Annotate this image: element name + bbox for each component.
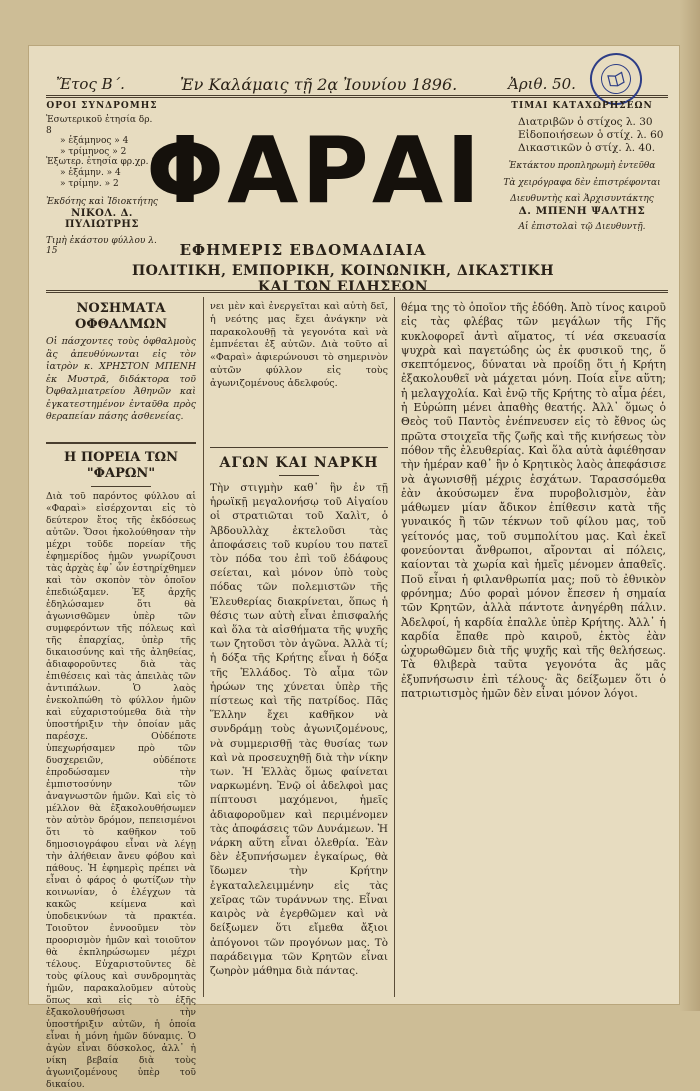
year-label: Ἔτος Β΄. [56, 75, 125, 93]
headline-rule [279, 475, 319, 476]
place-date: Ἐν Καλάμαις τῇ 2ᾳ Ἰουνίου 1896. [180, 75, 458, 94]
article-headline: ΑΓΩΝ ΚΑΙ ΝΑΡΚΗ [219, 455, 379, 471]
publisher-name: ΝΙΚΟΛ. Δ. ΠΥΛΙΩΤΡΗΣ [65, 207, 139, 230]
subscription-row: Ἐσωτερικοῦ ἐτησία δρ. 8 [46, 115, 153, 136]
article-headline: Η ΠΟΡΕΙΑ ΤΩΝ "ΦΑΡΩΝ" [64, 450, 178, 481]
article-text: θέμα της τὸ ὁποῖον τῆς ἐδόθη. Ἀπὸ τίνος καιροῦ εἰς τὰς φλέβας τῶν μεγάλων τῆς Γῆς κυκλοφορεῖ ἀντὶ αἵματος, τί νέα σκευασία ψυχρὰ καὶ παγετώδης ὡς ἐκ φυσικοῦ της, ὅ σκεπτόμενος, δύναται νὰ προίδῃ ὅτι ἡ Κρήτη ἐξακολουθεῖ νὰ μάχεται μόνη. Ποία εἶνε αὕτη; ἡ μελαγχολία. Καὶ ἐνῷ τῆς Κρήτης τὸ αἷμα ῥέει, ἡ Εὐρώπη μένει ἀπαθὴς θεατής. Ἀλλ᾽ ὅμως ὁ Θεὸς τοῦ Παντὸς ἐνέπνευσεν εἰς τὸ ἔθνος ὡς πρῶτα στοιχεῖα τῆς ζωῆς καὶ τῆς κινήσεως τὸν πόθον τῆς ἐλευθερίας. Καὶ ὅλα αὐτὰ ἀφιέθησαν τὴν ἡμέραν καθ᾽ ἣν ὁ Κρητικὸς λαὸς ἀπεφάσισε νὰ ἀγωνισθῇ μέχρις ἐσχάτων. Ταρασσόμεθα ἐὰν ἀκούσωμεν ἕνα πυροβολισμὸν, ἐὰν μάθωμεν μίαν ἄδικον ἐπίθεσιν κατὰ τῆς γυναικός ἢ τῶν τέκνων τοῦ φίλου μας, τοῦ γείτονός μας, τοῦ συμπολίτου μας. Καὶ ἐκεῖ φονεύονται ἄνθρωποι, αἴρονται αἱ πόλεις, καίονται τὰ χωρία καὶ ἡμεῖς μένομεν ἀπαθεῖς. Ποῦ εἶναι ἡ φιλανθρωπία μας; ποῦ τὸ ἐθνικὸν φρόνημα; Δύο φοραὶ μόνον ἔπεσεν ἡ σημαία τῶν Κρητῶν, ἀλλὰ πάντοτε ἀνηγέρθη πάλιν. Ἀδελφοί, ἡ καρδία ἐπαλλε ὑπὲρ Κρήτης. Ἀλλ᾽ ἡ καρδία ἔπαθε πρὸ καιροῦ, ἐκτὸς ἐὰν ὠχυρωθῶμεν διὰ τῆς ψυχῆς καὶ τῆς θελήσεως. Τὰ θλιβερὰ ταῦτα γεγονότα ἂς μᾶς ἐξυπνήσωσιν ἐπὶ τέλους· ἂς δείξωμεν ὅτι ὁ πατριωτισμὸς ἡμῶν δὲν εἶναι μόνον λόγοι. [401, 301, 666, 701]
ads-row: Δικαστικῶν ὁ στίχ. λ. 40. [518, 142, 656, 154]
masthead-subtitle: ΕΦΗΜΕΡΙΣ ΕΒΔΟΜΑΔΙΑΙΑ [179, 241, 427, 259]
masthead-title: ΦΑΡΑΙ [146, 117, 484, 224]
letters-note: Αἱ ἐπιστολαὶ τῷ Διευθυντῇ. [518, 221, 646, 232]
ads-row: Εἰδοποιήσεων ὁ στίχ. λ. 60 [518, 129, 664, 141]
headline-rule [91, 486, 151, 487]
column-2 [210, 301, 388, 986]
director-label: Διευθυντὴς καὶ Ἀρχισυντάκτης [510, 194, 654, 205]
newspaper-page [28, 45, 680, 1090]
publisher-label: Ἐκδότης καὶ Ἰδιοκτήτης [46, 197, 158, 208]
article-text: Διὰ τοῦ παρόντος φύλλου αἱ «Φαραὶ» εἰσέρχονται εἰς τὸ δεύτερον ἔτος τῆς ἐκδόσεως αὐτῶν. Ὅσοι ἠκολούθησαν τὴν μέχρι τοῦδε πορείαν τῆς ἐφημερίδος ἡμῶν γνωρίζουσι τὰς ἀρχὰς ἐφ᾽ ὧν ἐστηρίχθημεν καὶ τὸν σκοπὸν τὸν ὁποῖον ἐπεδιώξαμεν. Ἐξ ἀρχῆς ἐδηλώσαμεν ὅτι θὰ ἀγωνισθῶμεν ὑπὲρ τῶν συμφερόντων τῆς πόλεως καὶ τῆς ἐπαρχίας, ὑπὲρ τῆς δικαιοσύνης καὶ τῆς ἀληθείας, ἀδιαφοροῦντες διὰ τὰς ἐπιθέσεις καὶ τὰς ἀπειλὰς τῶν ἀντιπάλων. Ὁ λαὸς ἐνεκολπώθη τὸ φύλλον ἡμῶν καὶ εὐχαριστούμεθα διὰ τὴν ὑποστήριξιν τὴν ὁποίαν μᾶς παρέσχε. Οὐδέποτε ὑπεχωρήσαμεν πρὸ τῶν δυσχερειῶν, οὐδέποτε ἐπροδώσαμεν τὴν ἐμπιστοσύνην τῶν ἀναγνωστῶν ἡμῶν. Καὶ εἰς τὸ μέλλον θὰ ἐξακολουθήσωμεν τὸν αὐτὸν δρόμον, πεπεισμένοι ὅτι τὸ καθῆκον τοῦ δημοσιογράφου εἶναι νὰ λέγῃ τὴν ἀλήθειαν ἄνευ φόβου καὶ πάθους. Ἡ ἐφημερὶς πρέπει νὰ εἶναι ὁ φάρος ὁ φωτίζων τὴν κοινωνίαν, ὁ ἐλέγχων τὰ κακῶς κείμενα καὶ ὑποδεικνύων τὰ πρακτέα. Τοιοῦτον ἐννοοῦμεν τὸν προορισμὸν ἡμῶν καὶ τοιοῦτον θὰ ἐκπληρώσωμεν μέχρι τέλους. Εὐχαριστοῦντες δὲ τοὺς φίλους καὶ συνδρομητὰς ἡμῶν, παρακαλοῦμεν αὐτοὺς ὅπως καὶ εἰς τὸ ἑξῆς ἐξακολουθήσωσι τὴν ὑποστήριξιν αὐτῶν, ἡ ὁποία εἶναι ἡ μόνη ἡμῶν δύναμις. Ὁ ἀγὼν εἶναι δύσκολος, ἀλλ᾽ ἡ νίκη βεβαία διὰ τοὺς ἀγωνιζομένους ὑπὲρ τοῦ δικαίου. [46, 491, 196, 1090]
ads-title: ΤΙΜΑΙ ΚΑΤΑΧΩΡΗΣΕΩΝ [511, 101, 653, 111]
intro-text: νει μὲν καὶ ἐνεργεῖται καὶ αὐτὴ δεῖ, ἡ νεότης μας ἔχει ἀνάγκην νὰ παρακολουθῇ τὰ γεγονότα καὶ νὰ ἐμπνέεται ἐξ αὐτῶν. Διὰ τοῦτο αἱ «Φαραὶ» ἀφιερώνουσι τὸ σημερινὸν αὐτῶν φύλλον εἰς τοὺς ἀγωνιζομένους ἀδελφούς. [210, 301, 388, 389]
director-name: Δ. ΜΠΕΝΗ ΨΑΛΤΗΣ [518, 204, 646, 217]
subscription-title: ΟΡΟΙ ΣΥΝΔΡΟΜΗΣ [46, 101, 158, 111]
ads-note: Ἐκτάκτου προπληρωμὴ ἐντεῦθα [508, 161, 656, 171]
ad-text: Οἱ πάσχοντες τοὺς ὀφθαλμοὺς ἂς ἀπευθύνωνται εἰς τὸν ἰατρὸν κ. ΧΡΗΣΤΟΝ ΜΠΕΝΗ ἐκ Μυστρᾶ, διδάκτορα τοῦ Ὀφθαλμιατρείου Ἀθηνῶν καὶ ἐγκατεστημένον ἐνταῦθα πρὸς θεραπείαν πάσης ἀσθενείας. [46, 336, 196, 422]
subscription-box [46, 101, 158, 257]
issue-price: Τιμὴ ἑκάστου φύλλου λ. 15 [46, 235, 157, 257]
header-rule [46, 95, 668, 98]
masthead-tagline: ΠΟΛΙΤΙΚΗ, ΕΜΠΟΡΙΚΗ, ΚΟΙΝΩΝΙΚΗ, ΔΙΚΑΣΤΙΚΗ ΚΑΙ ΤΩΝ ΕΙΔΗΣΕΩΝ [131, 263, 555, 295]
section-rule [46, 442, 196, 444]
subscription-row: » τρίμην. » 2 [60, 178, 119, 189]
subscription-row: » ἑξάμηνος » 4 [60, 136, 129, 147]
column-rule [394, 297, 395, 997]
column-3 [401, 301, 666, 991]
ad-headline: ΝΟΣΗΜΑΤΑ ΟΦΘΑΛΜΩΝ [75, 301, 167, 332]
issue-number: Ἀριθ. 50. [508, 75, 576, 93]
column-1 [46, 301, 196, 1090]
column-rule [203, 297, 204, 997]
article-text: Τὴν στιγμὴν καθ᾽ ἣν ἐν τῇ ἡρωϊκῇ μεγαλονήσῳ τοῦ Αἰγαίου οἱ στρατιῶται τοῦ Χαλὶτ, ὁ Ἀβδουλλὰχ ἐκτελοῦσι τὰς ἀποφάσεις τοῦ κυρίου του πατεῖ τὸν πόδα του ἐπὶ τοῦ ἐδάφους σείεται, καὶ μόνον ὑπὸ τοὺς πόδας τῶν πολεμιστῶν τῆς Ἐλευθερίας διακρίνεται, ὅπως ἡ θέσις των αὐτὴ εἶναι ἐπισφαλής καὶ ὅλα τὰ αἰσθήματα τῆς ψυχῆς των ζητοῦσι τὸν ἀγῶνα. Ἀλλὰ τί; ἡ δόξα τῆς Κρήτης εἶναι ἡ δόξα τῆς Ἑλλάδος. Τὸ αἷμα τῶν ἡρώων της χύνεται ὑπὲρ τῆς πίστεως καὶ τῆς πατρίδος. Πᾶς Ἕλλην ἔχει καθῆκον νὰ συνδράμῃ τοὺς ἀγωνιζομένους, νὰ συμμερισθῇ τὰς θυσίας των καὶ νὰ προσευχηθῇ διὰ τὴν νίκην των. Ἡ Ἑλλὰς ὅμως φαίνεται ναρκωμένη. Ἐνῷ οἱ ἀδελφοὶ μας πίπτουσι μαχόμενοι, ἡμεῖς ἀδιαφοροῦμεν καὶ περιμένομεν τὰς ἀποφάσεις τῶν Δυνάμεων. Ἡ νάρκη αὕτη εἶναι ὀλεθρία. Ἐὰν δὲν ἐξυπνήσωμεν ἐγκαίρως, θὰ ἴδωμεν τὴν Κρήτην ἐγκαταλελειμμένην εἰς τὰς χεῖρας τῶν τυράννων της. Εἶναι καιρὸς νὰ ἐγερθῶμεν καὶ νὰ δείξωμεν ὅτι εἴμεθα ἄξιοι ἀπόγονοι τῶν προγόνων μας. Τὸ παράδειγμα τῶν Κρητῶν εἶναι ζωηρὸν μάθημα διὰ πάντας. [210, 482, 388, 977]
subscription-row: Ἐξωτερ. ἐτησία φρ.χρ. 8 [46, 157, 158, 168]
ads-box [498, 101, 666, 232]
subscription-row: » τρίμηνος » 2 [60, 146, 127, 157]
paper-edge [680, 0, 700, 1011]
subscription-rows [46, 115, 158, 189]
ads-rows [498, 116, 666, 155]
masthead-rule [46, 290, 668, 293]
ads-note: Τὰ χειρόγραφα δὲν ἐπιστρέφονται [503, 177, 661, 188]
ads-row: Διατριβῶν ὁ στίχος λ. 30 [518, 116, 653, 128]
book-icon [598, 61, 634, 97]
subscription-row: » ἑξάμην. » 4 [60, 167, 121, 178]
section-rule [210, 447, 388, 448]
